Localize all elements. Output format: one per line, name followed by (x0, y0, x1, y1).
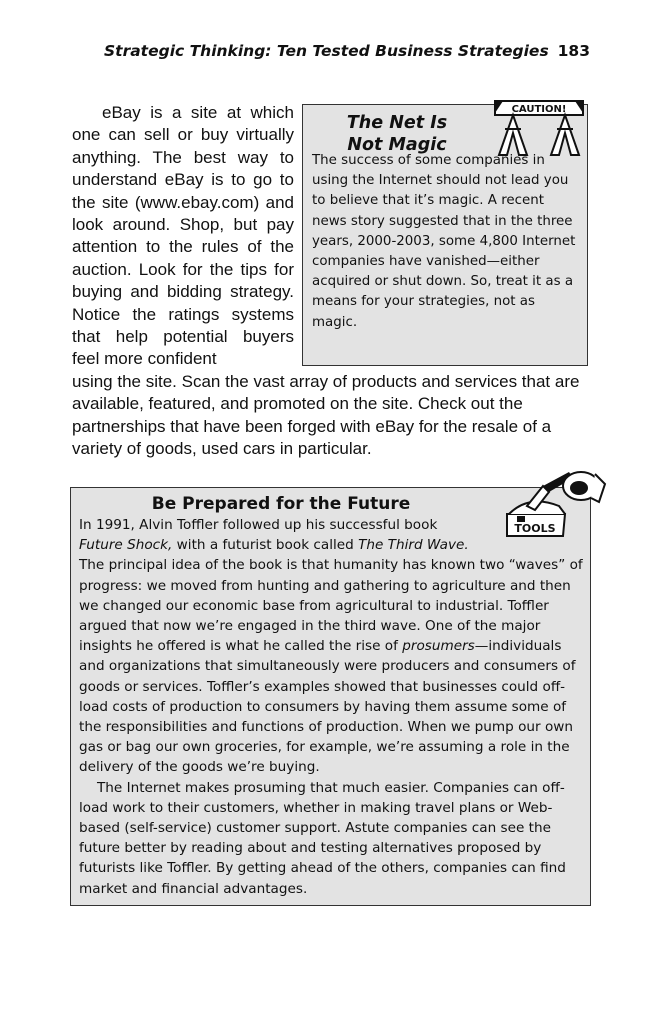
tools-sidebar (70, 487, 591, 906)
page-number: 183 (557, 42, 590, 60)
caution-body-text: The success of some companies in using the Internet should not lead you to believe that it’s magic. A recent news story suggested that in the three years, 2000-2003, some 4,800 Internet companies have vanished—either acquired or shut down. So, treat it as a means for your strategies, not as magic. (312, 153, 576, 330)
term-prosumers: prosumers (402, 638, 475, 655)
book-title-future-shock: Future Shock, (79, 537, 173, 554)
tools-intro-middle: with a futurist book called (176, 537, 354, 554)
ebay-paragraph-continued: using the site. Scan the vast array of products and services that are available, featured, and promoted on the site. Check out the partnerships that have been forged with eBay for the resale of a variety of goods, used cars in particular. (72, 372, 580, 459)
caution-icon-label: CAUTION! (511, 104, 567, 115)
tools-paragraph-1 (79, 515, 583, 778)
caution-sidebar (302, 104, 588, 366)
caution-body (312, 151, 580, 333)
tools-paragraph-2: The Internet makes prosuming that much easier. Companies can off-load work to their customers, whether in making travel plans or Web-based (self-service) customer support. Astute companies can see the future better by reading about and testing alternatives proposed by futurists like Toffler. By getting ahead of the others, companies can find market and financial advantages. (79, 779, 566, 897)
ebay-paragraph-text: eBay is a site at which one can sell or buy virtually anything. The best way to understand eBay is to go to the site (www.ebay.com) and look around. Shop, but pay attention to the rules of the auction. Look for the tips for buying and bidding strategy. Notice the ratings systems that help potential buyers feel more confident (72, 103, 294, 369)
running-title: Strategic Thinking: Ten Tested Business Strategies (104, 42, 549, 60)
book-title-third-wave: The Third Wave. (358, 537, 469, 554)
caution-sign-icon (491, 99, 587, 157)
tools-intro: In 1991, Alvin Toffler followed up his successful book (79, 517, 438, 533)
running-header (104, 42, 590, 60)
caution-title: The Net Is Not Magic (346, 113, 448, 155)
tools-body (79, 515, 583, 899)
tools-p1-rest-a: The principal idea of the book is that humanity has known two “waves” of progress: we moved from hunting and gathering to agriculture and then we changed our economic base from agricultural to industrial. Toffler argued that now we’re engaged in the third wave. One of the major insights he offered is what he called the rise of (79, 557, 583, 655)
tools-icon-label: TOOLS (514, 522, 556, 535)
tools-p1-rest-b: —individuals and organizations that simultaneously were producers and consumers of goods or services. Toffler’s examples showed that businesses could off-load costs of production to consumers by having them assume some of the responsibilities and functions of production. When we pump our own gas or bag our own groceries, for example, we’re assuming a role in the delivery of the goods we’re buying. (79, 638, 576, 776)
tools-title: Be Prepared for the Future (151, 494, 411, 514)
ebay-paragraph (72, 102, 294, 371)
